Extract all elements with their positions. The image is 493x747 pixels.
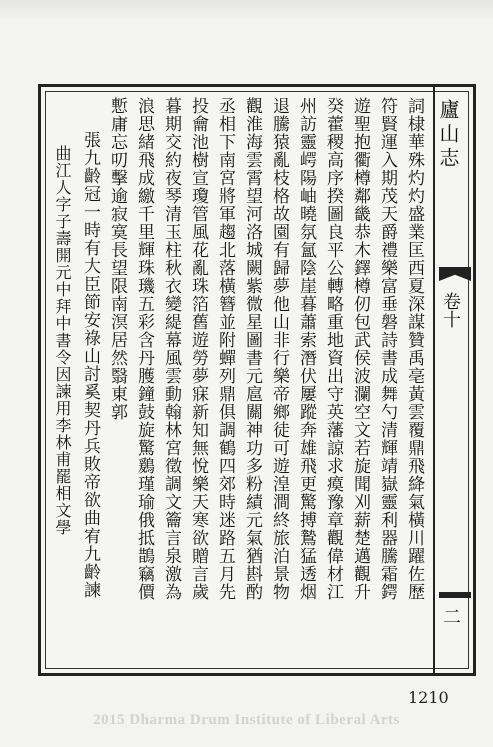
page-number: 1210 [408,688,449,707]
author-note-column: 曲江人字子壽開元中拜中書令因諫用李林甫罷相文學 [53,145,72,536]
text-column: 丞相下南宮將軍趨北落橫簪並附蟬列鼎俱調鶴四郊時迷路五月先 [215,97,235,601]
lower-fishtail-mark-icon [439,592,471,598]
leaf-number: 二 [440,607,461,625]
text-column: 符賢運入期茂天爵禮樂富垂磐詩書成舞勺清輝靖嶽靈利器騰霜鍔 [377,97,397,601]
text-column: 遊聖抱衢樽鄰畿恭木鐸樽仞包武侯波瀾空文若旋聞刈薪楚邁觀升 [350,97,370,601]
text-column: 慙庸忘叨擊逾寂寞長望限南溟居然翳東郭 [107,97,127,421]
text-columns [51,97,427,663]
book-title: 廬山志 [436,99,460,171]
text-column: 退騰猿亂枝格故園有歸夢他山非行樂帝鄉徒可遊湟澗終旅泊景物 [269,97,289,601]
author-column: 張九齡冠一時有大臣節安祿山討奚契丹兵敗帝欲曲宥九齡諫 [80,131,100,599]
fishtail-mark-icon [439,267,471,281]
text-column: 州訪靈崿陽岫曉氛氳陰崖暮蕭索潛伏屢蹤奔雄飛更驚搏鷙猛透烟 [296,97,316,601]
volume-label: 卷十 [440,292,461,328]
watermark: 2015 Dharma Drum Institute of Liberal Arts [93,712,400,728]
text-frame [38,84,476,676]
header-strip [433,87,473,673]
text-column: 暮期交約夜琴清玉柱秋衣變緹幕風雲動翰林宮徵調文籥言泉激為 [161,97,181,601]
page-crease [0,0,493,20]
text-column: 癸藿稷高序揆圖良平公轉略重地資出守英藩諒求瘼豫章觀偉材江 [323,97,343,601]
text-column: 詞棣華殊灼灼盛業匡西夏深謀贊禹亳黃雲覆鼎飛絳氣橫川躍佐歷 [404,97,424,601]
text-column: 觀淮海雲霄望河洛城闕紫微星圖書元扈關神功多粉績元氣猶斟酌 [242,97,262,601]
text-column: 投龠池樹宣瓊管風花亂珠箔舊遊勞夢寐新知無悅樂天寒欲贈言歲 [188,97,208,601]
text-column: 浪思緒飛成繳千里輝珠璣五彩含丹臒鐘鼓旋驚鶢瑾瑜俄抵鵲竊價 [134,97,154,601]
